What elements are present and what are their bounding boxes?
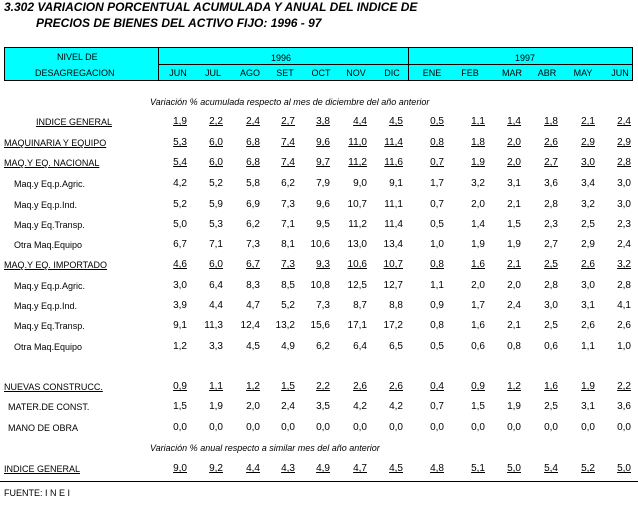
cell-value: 6,4 <box>353 341 367 352</box>
cell-value: 2,8 <box>617 157 631 168</box>
cell-value: 2,8 <box>544 199 558 210</box>
row-label: Maq.y Eq.p.Ind. <box>14 200 78 210</box>
cell-value: 8,1 <box>281 239 295 250</box>
header-month-5: NOV <box>346 68 366 78</box>
cell-value: 5,4 <box>173 157 187 168</box>
cell-value: 4,4 <box>209 300 223 311</box>
cell-value: 2,4 <box>281 401 295 412</box>
cell-value: 1,5 <box>281 381 295 392</box>
cell-value: 5,3 <box>209 219 223 230</box>
cell-value: 5,0 <box>507 463 521 474</box>
cell-value: 3,0 <box>617 178 631 189</box>
cell-value: 6,2 <box>246 219 260 230</box>
cell-value: 4,2 <box>389 401 403 412</box>
cell-value: 17,2 <box>383 320 403 331</box>
header-label-line1: NIVEL DE <box>57 52 98 62</box>
source-note: FUENTE: I N E I <box>4 488 71 498</box>
cell-value: 2,9 <box>581 137 595 148</box>
cell-value: 3,1 <box>507 178 521 189</box>
row-label: INDICE GENERAL <box>36 117 113 127</box>
cell-value: 7,3 <box>281 199 295 210</box>
cell-value: 0,0 <box>246 422 260 433</box>
cell-value: 0,0 <box>173 422 187 433</box>
cell-value: 7,4 <box>281 137 295 148</box>
header-month-7: ENE <box>422 68 442 78</box>
cell-value: 6,8 <box>246 157 260 168</box>
cell-value: 2,6 <box>617 320 631 331</box>
cell-value: 1,9 <box>507 239 521 250</box>
cell-value: 7,3 <box>281 259 295 270</box>
section-acumulada: Variación % acumulada respecto al mes de diciembre del año anterior <box>150 97 430 107</box>
cell-value: 0,9 <box>430 300 444 311</box>
cell-value: 0,0 <box>389 422 403 433</box>
cell-value: 5,8 <box>246 178 260 189</box>
header-month-1: JUL <box>204 68 221 78</box>
cell-value: 6,5 <box>389 341 403 352</box>
cell-value: 1,2 <box>507 381 521 392</box>
cell-value: 1,8 <box>544 116 558 127</box>
cell-value: 2,2 <box>617 381 631 392</box>
cell-value: 9,2 <box>209 463 223 474</box>
cell-value: 3,9 <box>173 300 187 311</box>
cell-value: 1,9 <box>471 157 485 168</box>
cell-value: 8,5 <box>281 280 295 291</box>
cell-value: 0,6 <box>471 341 485 352</box>
cell-value: 6,2 <box>281 178 295 189</box>
cell-value: 4,1 <box>617 300 631 311</box>
cell-value: 7,1 <box>281 219 295 230</box>
cell-value: 3,0 <box>581 280 595 291</box>
cell-value: 2,6 <box>389 381 403 392</box>
cell-value: 5,2 <box>209 178 223 189</box>
header-year-1997: 1997 <box>515 53 536 63</box>
cell-value: 3,2 <box>471 178 485 189</box>
cell-value: 2,9 <box>581 239 595 250</box>
cell-value: 4,5 <box>246 341 260 352</box>
cell-value: 3,0 <box>581 157 595 168</box>
header-month-9: MAR <box>502 68 522 78</box>
cell-value: 0,0 <box>581 422 595 433</box>
cell-value: 2,2 <box>316 381 330 392</box>
cell-value: 2,8 <box>617 280 631 291</box>
cell-value: 1,9 <box>471 239 485 250</box>
cell-value: 0,5 <box>430 116 444 127</box>
cell-value: 6,0 <box>209 137 223 148</box>
cell-value: 3,0 <box>617 199 631 210</box>
cell-value: 0,0 <box>617 422 631 433</box>
cell-value: 1,4 <box>471 219 485 230</box>
cell-value: 9,7 <box>316 157 330 168</box>
cell-value: 10,6 <box>310 239 330 250</box>
cell-value: 1,9 <box>173 116 187 127</box>
cell-value: 13,4 <box>383 239 403 250</box>
cell-value: 5,0 <box>173 219 187 230</box>
cell-value: 2,5 <box>581 219 595 230</box>
cell-value: 2,7 <box>544 157 558 168</box>
cell-value: 1,6 <box>544 381 558 392</box>
cell-value: 11,4 <box>384 219 403 230</box>
cell-value: 2,2 <box>209 116 223 127</box>
cell-value: 3,5 <box>316 401 330 412</box>
table-title-line2: PRECIOS DE BIENES DEL ACTIVO FIJO: 1996 - 97 <box>36 16 322 30</box>
cell-value: 2,0 <box>471 199 485 210</box>
cell-value: 10,6 <box>347 259 367 270</box>
cell-value: 2,1 <box>507 259 521 270</box>
cell-value: 0,5 <box>430 219 444 230</box>
cell-value: 11,4 <box>384 137 403 148</box>
cell-value: 9,1 <box>173 320 187 331</box>
cell-value: 2,0 <box>246 401 260 412</box>
cell-value: 1,1 <box>581 341 595 352</box>
cell-value: 0,0 <box>430 422 444 433</box>
header-month-2: AGO <box>239 68 260 78</box>
cell-value: 0,9 <box>173 381 187 392</box>
cell-value: 4,8 <box>430 463 444 474</box>
cell-value: 0,7 <box>430 157 444 168</box>
cell-value: 3,3 <box>209 341 223 352</box>
cell-value: 1,0 <box>430 239 444 250</box>
cell-value: 1,4 <box>507 116 521 127</box>
cell-value: 6,0 <box>209 157 223 168</box>
cell-value: 4,9 <box>316 463 330 474</box>
cell-value: 10,7 <box>383 259 403 270</box>
row-label: MAQUINARIA Y EQUIPO <box>4 138 107 148</box>
cell-value: 1,1 <box>209 381 223 392</box>
cell-value: 6,8 <box>246 137 260 148</box>
header-month-12: JUN <box>611 68 629 78</box>
cell-value: 5,0 <box>617 463 631 474</box>
cell-value: 0,0 <box>316 422 330 433</box>
cell-value: 4,4 <box>353 116 367 127</box>
row-label: Otra Maq.Equipo <box>14 240 83 250</box>
header-month-11: MAY <box>573 68 593 78</box>
cell-value: 0,0 <box>209 422 223 433</box>
header-month-10: ABR <box>537 68 557 78</box>
cell-value: 2,5 <box>544 320 558 331</box>
cell-value: 13,2 <box>275 320 295 331</box>
header-label-line2: DESAGREGACION <box>35 68 115 78</box>
cell-value: 0,0 <box>544 422 558 433</box>
cell-value: 5,2 <box>581 463 595 474</box>
row-label: Maq.y Eq.p.Agric. <box>14 281 86 291</box>
cell-value: 0,6 <box>544 341 558 352</box>
cell-value: 1,6 <box>471 320 485 331</box>
cell-value: 4,4 <box>246 463 260 474</box>
cell-value: 8,8 <box>389 300 403 311</box>
cell-value: 10,8 <box>310 280 330 291</box>
cell-value: 2,3 <box>617 219 631 230</box>
row-label: MAQ.Y EQ. IMPORTADO <box>4 260 108 270</box>
cell-value: 2,1 <box>581 116 595 127</box>
cell-value: 4,2 <box>353 401 367 412</box>
cell-value: 2,7 <box>544 239 558 250</box>
row-label: MAQ.Y EQ. NACIONAL <box>4 158 100 168</box>
cell-value: 0,5 <box>430 341 444 352</box>
row-label: Maq.y Eq.Transp. <box>14 220 85 230</box>
cell-value: 9,0 <box>173 463 187 474</box>
cell-value: 5,3 <box>173 137 187 148</box>
cell-value: 2,6 <box>353 381 367 392</box>
header-month-3: SET <box>276 68 294 78</box>
cell-value: 5,2 <box>173 199 187 210</box>
cell-value: 2,6 <box>581 320 595 331</box>
cell-value: 6,2 <box>316 341 330 352</box>
cell-value: 9,1 <box>389 178 403 189</box>
cell-value: 3,8 <box>316 116 330 127</box>
cell-value: 2,4 <box>507 300 521 311</box>
cell-value: 7,3 <box>316 300 330 311</box>
cell-value: 2,7 <box>281 116 295 127</box>
cell-value: 2,4 <box>617 239 631 250</box>
row-label: NUEVAS CONSTRUCC. <box>4 382 103 392</box>
cell-value: 4,3 <box>281 463 295 474</box>
cell-value: 2,1 <box>507 320 521 331</box>
footer-rule <box>0 481 638 482</box>
cell-value: 1,0 <box>617 341 631 352</box>
cell-value: 0,8 <box>507 341 521 352</box>
row-label: Maq.y Eq.p.Agric. <box>14 179 86 189</box>
cell-value: 15,6 <box>310 320 330 331</box>
cell-value: 7,3 <box>246 239 260 250</box>
cell-value: 0,0 <box>353 422 367 433</box>
cell-value: 2,4 <box>617 116 631 127</box>
section-anual: Variación % anual respecto a similar mes del año anterior <box>150 443 380 453</box>
table-header <box>4 47 633 81</box>
cell-value: 4,5 <box>389 116 403 127</box>
cell-value: 4,9 <box>281 341 295 352</box>
cell-value: 3,1 <box>581 300 595 311</box>
cell-value: 8,3 <box>246 280 260 291</box>
cell-value: 0,7 <box>430 401 444 412</box>
cell-value: 13,0 <box>347 239 367 250</box>
cell-value: 0,0 <box>471 422 485 433</box>
cell-value: 2,0 <box>507 280 521 291</box>
cell-value: 0,7 <box>430 199 444 210</box>
cell-value: 2,8 <box>544 280 558 291</box>
cell-value: 0,8 <box>430 320 444 331</box>
cell-value: 1,2 <box>173 341 187 352</box>
cell-value: 6,4 <box>209 280 223 291</box>
row-label: MATER.DE CONST. <box>8 402 90 412</box>
cell-value: 0,0 <box>281 422 295 433</box>
cell-value: 2,3 <box>544 219 558 230</box>
cell-value: 9,6 <box>316 199 330 210</box>
cell-value: 2,0 <box>507 137 521 148</box>
header-month-6: DIC <box>384 68 400 78</box>
cell-value: 4,5 <box>389 463 403 474</box>
cell-value: 4,6 <box>173 259 187 270</box>
cell-value: 17,1 <box>347 320 367 331</box>
cell-value: 5,4 <box>544 463 558 474</box>
cell-value: 5,9 <box>209 199 223 210</box>
cell-value: 11,2 <box>348 219 367 230</box>
cell-value: 6,9 <box>246 199 260 210</box>
cell-value: 4,2 <box>173 178 187 189</box>
cell-value: 12,7 <box>383 280 403 291</box>
cell-value: 1,5 <box>471 401 485 412</box>
cell-value: 11,0 <box>348 137 367 148</box>
cell-value: 0,8 <box>430 137 444 148</box>
cell-value: 9,0 <box>353 178 367 189</box>
row-label: Maq.y Eq.Transp. <box>14 321 85 331</box>
cell-value: 7,4 <box>281 157 295 168</box>
cell-value: 3,6 <box>544 178 558 189</box>
cell-value: 9,3 <box>316 259 330 270</box>
cell-value: 1,2 <box>246 381 260 392</box>
cell-value: 1,9 <box>581 381 595 392</box>
cell-value: 0,8 <box>430 259 444 270</box>
cell-value: 8,7 <box>353 300 367 311</box>
row-label: Otra Maq.Equipo <box>14 342 83 352</box>
row-label: INDICE GENERAL <box>4 464 81 474</box>
cell-value: 3,1 <box>581 401 595 412</box>
cell-value: 10,7 <box>347 199 367 210</box>
cell-value: 1,6 <box>471 259 485 270</box>
cell-value: 2,5 <box>544 259 558 270</box>
cell-value: 11,1 <box>384 199 403 210</box>
header-month-8: FEB <box>461 68 479 78</box>
cell-value: 3,2 <box>617 259 631 270</box>
cell-value: 3,0 <box>544 300 558 311</box>
cell-value: 2,0 <box>471 280 485 291</box>
cell-value: 6,7 <box>246 259 260 270</box>
cell-value: 2,6 <box>581 259 595 270</box>
cell-value: 7,9 <box>316 178 330 189</box>
cell-value: 1,9 <box>209 401 223 412</box>
cell-value: 1,1 <box>471 116 485 127</box>
header-month-4: OCT <box>311 68 331 78</box>
cell-value: 1,9 <box>507 401 521 412</box>
cell-value: 5,2 <box>281 300 295 311</box>
cell-value: 2,9 <box>617 137 631 148</box>
cell-value: 0,9 <box>471 381 485 392</box>
cell-value: 9,5 <box>316 219 330 230</box>
cell-value: 3,6 <box>617 401 631 412</box>
header-year-1996: 1996 <box>271 53 292 63</box>
cell-value: 1,1 <box>430 280 444 291</box>
cell-value: 7,1 <box>209 239 223 250</box>
cell-value: 1,7 <box>430 178 444 189</box>
cell-value: 11,6 <box>384 157 403 168</box>
cell-value: 2,1 <box>507 199 521 210</box>
cell-value: 6,7 <box>173 239 187 250</box>
cell-value: 4,7 <box>353 463 367 474</box>
cell-value: 6,0 <box>209 259 223 270</box>
cell-value: 3,0 <box>173 280 187 291</box>
table-title-line1: 3.302 VARIACION PORCENTUAL ACUMULADA Y ANUAL DEL INDICE DE <box>4 0 418 14</box>
cell-value: 11,3 <box>204 320 223 331</box>
cell-value: 2,0 <box>507 157 521 168</box>
cell-value: 11,2 <box>348 157 367 168</box>
cell-value: 0,0 <box>507 422 521 433</box>
cell-value: 9,6 <box>316 137 330 148</box>
cell-value: 5,1 <box>471 463 485 474</box>
cell-value: 4,7 <box>246 300 260 311</box>
cell-value: 3,4 <box>581 178 595 189</box>
row-label: MANO DE OBRA <box>8 423 79 433</box>
cell-value: 0,4 <box>430 381 444 392</box>
cell-value: 12,5 <box>347 280 367 291</box>
cell-value: 1,8 <box>471 137 485 148</box>
cell-value: 1,5 <box>173 401 187 412</box>
row-label: Maq.y Eq.p.Ind. <box>14 301 78 311</box>
cell-value: 2,6 <box>544 137 558 148</box>
cell-value: 3,2 <box>581 199 595 210</box>
cell-value: 12,4 <box>240 320 260 331</box>
cell-value: 2,4 <box>246 116 260 127</box>
cell-value: 1,5 <box>507 219 521 230</box>
cell-value: 2,5 <box>544 401 558 412</box>
cell-value: 1,7 <box>471 300 485 311</box>
header-month-0: JUN <box>169 68 187 78</box>
